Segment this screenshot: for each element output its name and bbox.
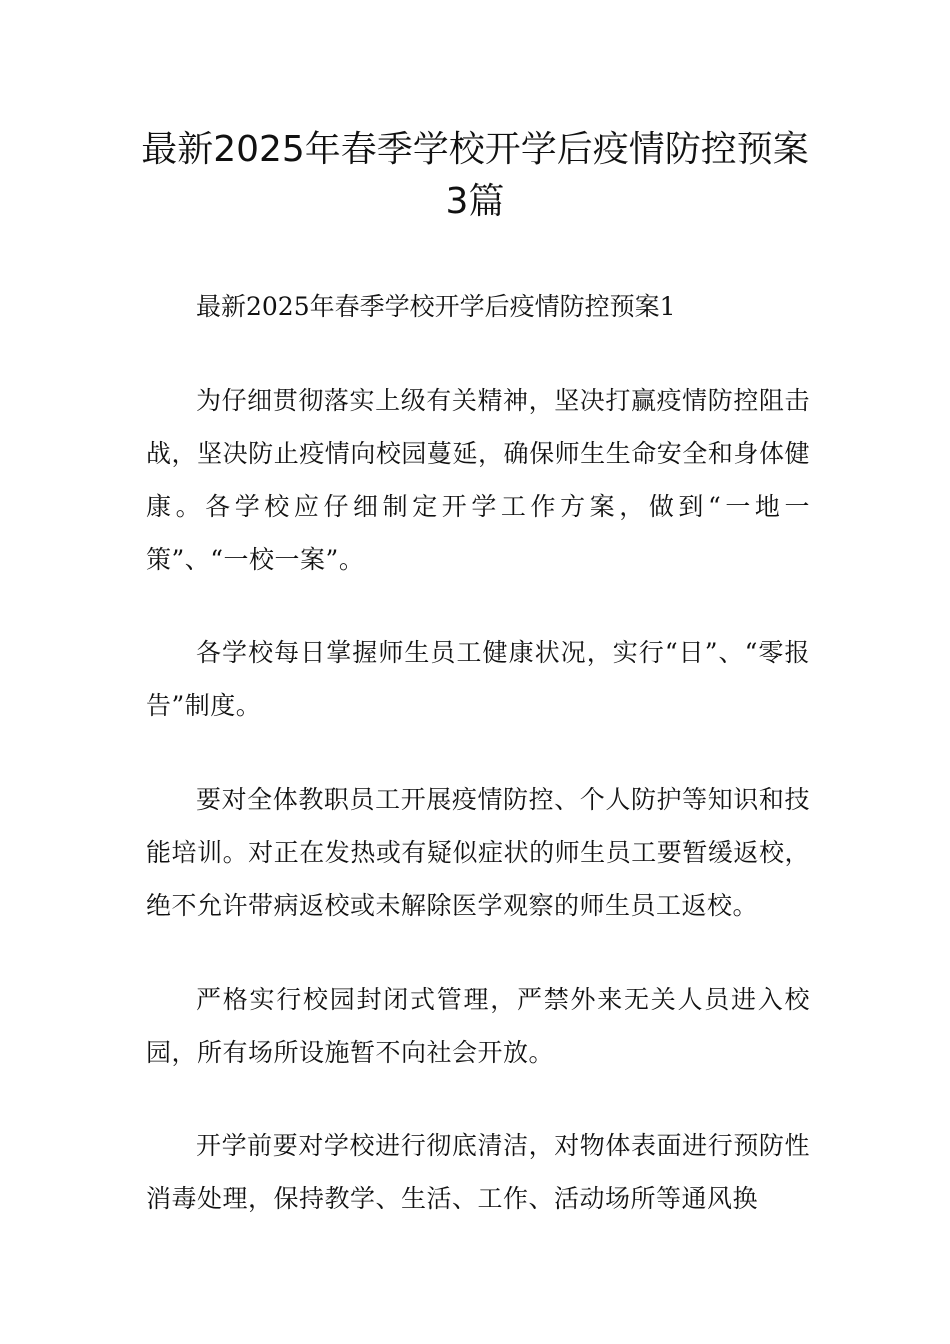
section-heading: 最新2025年春季学校开学后疫情防控预案1 [196,292,676,321]
paragraph-1: 为仔细贯彻落实上级有关精神，坚决打赢疫情防控阻击战，坚决防止疫情向校园蔓延，确保师生生命安全和身体健康。各学校应仔细制定开学工作方案，做到“一地一策”、“一校一案”。 [146,386,810,574]
paragraph-4: 严格实行校园封闭式管理，严禁外来无关人员进入校园，所有场所设施暂不向社会开放。 [146,985,810,1067]
document-title [130,124,820,228]
paragraph-2: 各学校每日掌握师生员工健康状况，实行“日”、“零报告”制度。 [146,638,810,720]
document-title-line-1: 最新2025年春季学校开学后疫情防控预案 [141,129,809,170]
paragraph-5: 开学前要对学校进行彻底清洁，对物体表面进行预防性消毒处理，保持教学、生活、工作、活动场所等通风换 [146,1131,810,1213]
paragraph-3: 要对全体教职员工开展疫情防控、个人防护等知识和技能培训。对正在发热或有疑似症状的师生员工要暂缓返校，绝不允许带病返校或未解除医学观察的师生员工返校。 [146,785,810,920]
document-title-line-2: 3篇 [445,181,505,222]
